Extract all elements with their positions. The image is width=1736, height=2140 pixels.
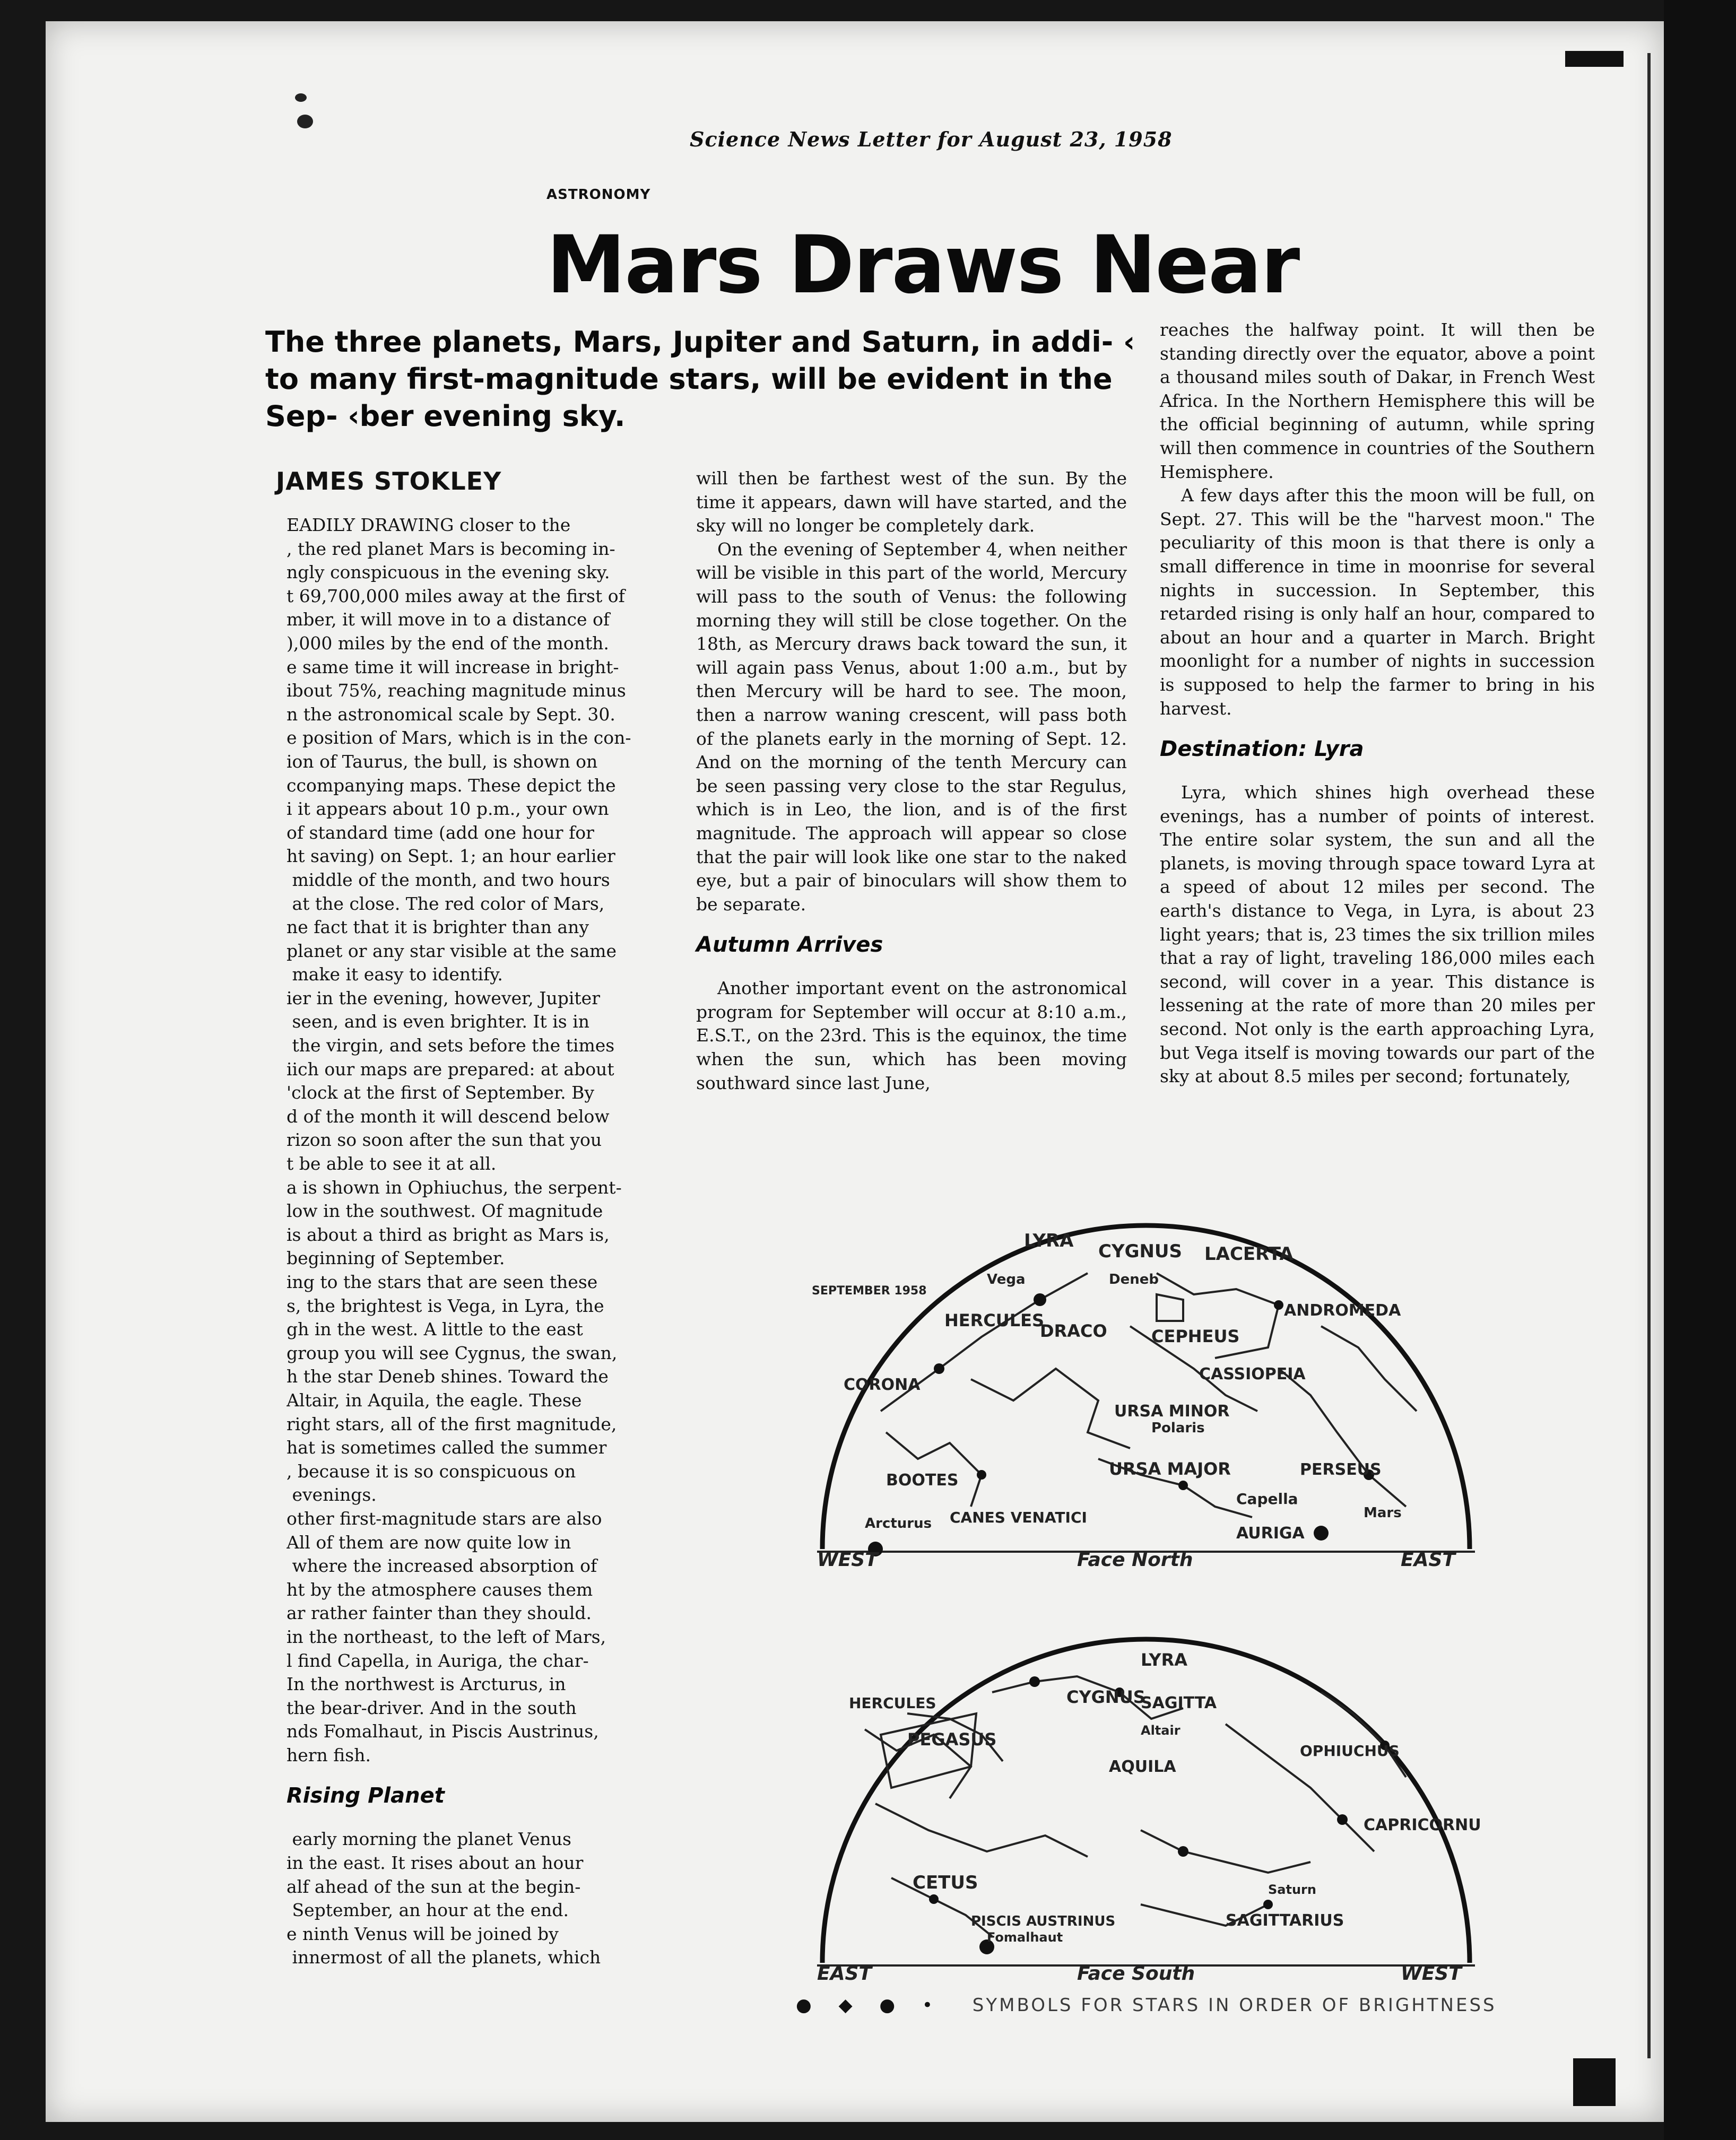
south-map-horizon-arc xyxy=(822,1639,1470,1963)
text-line: is about a third as bright as Mars is, xyxy=(287,1224,610,1245)
text-line: Altair, in Aquila, the eagle. These xyxy=(287,1389,582,1411)
text-line: where the increased absorption of xyxy=(287,1555,597,1577)
text-line: d of the month it will descend below xyxy=(287,1106,610,1127)
text-line: a is shown in Ophiuchus, the serpent- xyxy=(287,1177,622,1198)
subhead-destination-lyra: Destination: Lyra xyxy=(1160,737,1364,762)
constellation-label: CYGNUS xyxy=(1066,1687,1145,1707)
text-line: h the star Deneb shines. Toward the xyxy=(287,1366,609,1387)
text-line: , because it is so conspicuous on xyxy=(287,1460,576,1482)
text-line: t be able to see it at all. xyxy=(287,1153,497,1175)
text-line: other first-magnitude stars are also xyxy=(287,1508,602,1529)
star-label: Altair xyxy=(1141,1723,1181,1738)
constellation-label: SAGITTA xyxy=(1141,1694,1217,1712)
constellation-label: PERSEUS xyxy=(1300,1460,1382,1479)
text-line: the bear-driver. And in the south xyxy=(287,1697,577,1718)
text-line: low in the southwest. Of magnitude xyxy=(287,1201,603,1222)
text-line: ne fact that it is brighter than any xyxy=(287,917,589,938)
constellation-label: LYRA xyxy=(1141,1650,1187,1670)
star-label: Polaris xyxy=(1151,1420,1205,1436)
star-label: Saturn xyxy=(1268,1882,1316,1897)
constellation-label: URSA MAJOR xyxy=(1109,1459,1231,1479)
star-marker xyxy=(1029,1676,1040,1687)
text-line: In the northwest is Arcturus, in xyxy=(287,1674,566,1695)
byline: JAMES STOKLEY xyxy=(276,467,502,495)
text-line: s, the brightest is Vega, in Lyra, the xyxy=(287,1295,604,1316)
text-line: make it easy to identify. xyxy=(287,964,503,985)
section-label: ASTRONOMY xyxy=(546,187,651,203)
text-line: innermost of all the planets, which xyxy=(287,1947,601,1968)
corner-mark xyxy=(1565,51,1624,67)
map-date-label: SEPTEMBER 1958 xyxy=(812,1284,927,1298)
constellation-label: LACERTA xyxy=(1204,1243,1294,1265)
text-line: ar rather fainter than they should. xyxy=(287,1603,592,1624)
text-line: at the close. The red color of Mars, xyxy=(287,893,605,914)
text-line: ),000 miles by the end of the month. xyxy=(287,632,609,654)
constellation-label: CETUS xyxy=(913,1872,978,1893)
constellation-line xyxy=(886,1432,982,1507)
column-1-text xyxy=(287,514,666,1767)
text-line: evenings. xyxy=(287,1484,377,1506)
constellation-label: PEGASUS xyxy=(907,1729,997,1750)
star-label: Deneb xyxy=(1109,1272,1159,1288)
constellation-label: BOOTES xyxy=(886,1471,959,1490)
text-line: planet or any star visible at the same xyxy=(287,940,617,961)
text-line: hern fish. xyxy=(287,1744,371,1765)
subhead-autumn-arrives: Autumn Arrives xyxy=(696,933,883,958)
text-line: ing to the stars that are seen these xyxy=(287,1272,598,1292)
constellation-line xyxy=(1141,1830,1310,1873)
constellation-line xyxy=(1321,1326,1417,1411)
text-line: of standard time (add one hour for xyxy=(287,822,594,843)
north-star-map xyxy=(812,1210,1480,1581)
map-direction-east: EAST xyxy=(817,1963,872,1985)
text-line: early morning the planet Venus xyxy=(287,1829,571,1850)
text-line: seen, and is even brighter. It is in xyxy=(287,1011,590,1032)
constellation-label: ANDROMEDA xyxy=(1284,1301,1401,1320)
text-line: mber, it will move in to a distance of xyxy=(287,609,610,630)
star-label: Vega xyxy=(987,1272,1026,1288)
legend-star-symbols: ● ◆ ● • xyxy=(796,1995,943,2016)
constellation-line xyxy=(1279,1369,1406,1507)
constellation-line xyxy=(1321,1692,1406,1777)
text-line: ccompanying maps. These depict the xyxy=(287,775,616,796)
star-marker xyxy=(934,1363,944,1374)
star-marker xyxy=(1263,1900,1273,1909)
text-line: iich our maps are prepared: at about xyxy=(287,1058,614,1080)
article-deck: The three planets, Mars, Jupiter and Saturn, in addi- ‹ to many first-magnitude stars, will be evident in the Sep- ‹ber evening sky. xyxy=(265,325,1135,433)
map-facing-label: Face South xyxy=(1077,1963,1195,1985)
text-line: gh in the west. A little to the east xyxy=(287,1319,583,1340)
constellation-label: OPHIUCHUS xyxy=(1300,1742,1400,1760)
constellation-line xyxy=(971,1369,1130,1448)
text-line: rizon so soon after the sun that you xyxy=(287,1129,602,1151)
text-line: 'clock at the first of September. By xyxy=(287,1082,594,1103)
text-line: e same time it will increase in bright- xyxy=(287,656,619,677)
south-star-map xyxy=(812,1629,1480,1989)
paragraph: A few days after this the moon will be full, on Sept. 27. This will be the "harvest moon." The peculiarity of this moon is that there is only a small difference in time in moonrise for several nights in succession. In September, this retarded rising is only half an hour, compared to about an hour and a quarter in March. Bright moonlight for a number of nights in succession is supposed to help the farmer to bring in his harvest. xyxy=(1160,485,1595,719)
text-line: middle of the month, and two hours xyxy=(287,869,610,890)
south-map-svg xyxy=(812,1629,1480,1989)
constellation-label: CORONA xyxy=(844,1376,921,1394)
column-3 xyxy=(1160,318,1595,1089)
text-line: alf ahead of the sun at the begin- xyxy=(287,1876,581,1897)
star-marker xyxy=(1178,1481,1188,1490)
film-edge xyxy=(1664,0,1736,2140)
text-line: e ninth Venus will be joined by xyxy=(287,1923,559,1944)
text-line: beginning of September. xyxy=(287,1248,505,1269)
map-direction-west: WEST xyxy=(817,1549,878,1571)
north-map-svg xyxy=(812,1210,1480,1581)
text-line: hat is sometimes called the summer xyxy=(287,1437,607,1458)
corner-block xyxy=(1573,2058,1616,2106)
star-marker xyxy=(977,1470,986,1480)
constellation-shape xyxy=(1157,1294,1183,1321)
constellation-label: CYGNUS xyxy=(1098,1241,1183,1262)
text-line: n the astronomical scale by Sept. 30. xyxy=(287,703,615,725)
star-label: Mars xyxy=(1364,1505,1402,1521)
constellation-label: DRACO xyxy=(1040,1321,1107,1341)
paragraph: Lyra, which shines high overhead these evenings, has a number of points of interest. The entire solar system, the sun and all the planets, is moving through space toward Lyra at a speed of about 12 miles per second. The earth's distance to Vega, in Lyra, is about 23 light years; that is, 23 times the six trillion miles that a ray of light, traveling 186,000 miles each second, will cover in a year. This distance is lessening at the rate of more than 20 miles per second. Not only is the earth approaching Lyra, but Vega itself is moving towards our part of the sky at about 8.5 miles per second; fortunately, xyxy=(1160,782,1595,1087)
text-line: , the red planet Mars is becoming in- xyxy=(287,538,615,559)
text-line: l find Capella, in Auriga, the char- xyxy=(287,1650,589,1671)
text-line: e position of Mars, which is in the con- xyxy=(287,727,631,749)
paragraph: reaches the halfway point. It will then be standing directly over the equator, above a point a thousand miles south of Dakar, in French West Africa. In the Northern Hemisphere this will be the official beginning of autumn, while spring will then commence in countries of the Southern Hemisphere. xyxy=(1160,319,1595,482)
text-line: nds Fomalhaut, in Piscis Austrinus, xyxy=(287,1721,599,1742)
text-line: i it appears about 10 p.m., your own xyxy=(287,798,609,820)
star-label: Fomalhaut xyxy=(987,1930,1063,1945)
star-label: Arcturus xyxy=(865,1516,932,1532)
constellation-label: HERCULES xyxy=(849,1694,936,1712)
legend-text: SYMBOLS FOR STARS IN ORDER OF BRIGHTNESS xyxy=(972,1995,1497,2016)
text-line: ibout 75%, reaching magnitude minus xyxy=(287,680,626,701)
paragraph: Another important event on the astronomical program for September will occur at 8:10 a.m., E.S.T., on the 23rd. This is the equinox, the time when the sun, which has been moving southward since last June, xyxy=(696,978,1127,1093)
star-marker xyxy=(1034,1293,1046,1306)
running-head: Science News Letter for August 23, 1958 xyxy=(690,127,1173,151)
constellation-label: CAPRICORNUS xyxy=(1364,1816,1480,1834)
text-line: right stars, all of the first magnitude, xyxy=(287,1413,617,1434)
column-1-text-continued xyxy=(287,1828,666,1970)
paragraph: will then be farthest west of the sun. By the time it appears, dawn will have started, and the sky will no longer be completely dark. xyxy=(696,468,1127,536)
star-marker xyxy=(1337,1814,1348,1825)
map-direction-west: WEST xyxy=(1401,1963,1462,1985)
constellation-label: LYRA xyxy=(1024,1230,1074,1251)
column-2 xyxy=(696,467,1127,1095)
paragraph: On the evening of September 4, when neither will be visible in this part of the world, Mercury will pass to the south of Venus: the following morning they will still be close together. On the 18th, as Mercury draws back toward the sun, it will again pass Venus, about 1:00 a.m., but by then Mercury will be hard to see. The moon, then a narrow waning crescent, will pass both of the planets early in the morning of Sept. 12. And on the morning of the tenth Mercury can be seen passing very close to the star Regulus, which is in Leo, the lion, and is of the first magnitude. The approach will appear so close that the pair will look like one star to the naked eye, but a pair of binoculars will show them to be separate. xyxy=(696,538,1127,915)
star-label: Capella xyxy=(1236,1490,1298,1508)
column-1 xyxy=(287,514,666,1970)
subhead-rising-planet: Rising Planet xyxy=(287,1784,445,1808)
map-direction-east: EAST xyxy=(1401,1549,1455,1571)
ink-speck xyxy=(295,93,307,102)
text-line: in the northeast, to the left of Mars, xyxy=(287,1626,606,1647)
map-facing-label: Face North xyxy=(1077,1549,1193,1571)
constellation-label: AURIGA xyxy=(1236,1524,1305,1543)
constellation-label: PISCIS AUSTRINUS xyxy=(971,1913,1116,1929)
text-line: the virgin, and sets before the times xyxy=(287,1035,615,1056)
ink-speck xyxy=(297,115,313,128)
star-marker xyxy=(1314,1526,1329,1541)
text-line: ht by the atmosphere causes them xyxy=(287,1579,593,1600)
constellation-label: URSA MINOR xyxy=(1114,1402,1230,1421)
constellation-label: AQUILA xyxy=(1109,1758,1176,1776)
text-line: ht saving) on Sept. 1; an hour earlier xyxy=(287,846,615,867)
constellation-label: SAGITTARIUS xyxy=(1226,1911,1344,1930)
constellation-label: HERCULES xyxy=(944,1310,1045,1330)
constellation-line xyxy=(875,1804,1088,1857)
text-line: in the east. It rises about an hour xyxy=(287,1852,584,1874)
text-line: ier in the evening, however, Jupiter xyxy=(287,987,600,1008)
text-line: All of them are now quite low in xyxy=(287,1532,571,1553)
page-edge-line xyxy=(1647,53,1651,2058)
text-line: group you will see Cygnus, the swan, xyxy=(287,1342,618,1363)
text-line: ngly conspicuous in the evening sky. xyxy=(287,562,610,583)
article-title: Mars Draws Near xyxy=(546,219,1299,311)
text-line: ion of Taurus, the bull, is shown on xyxy=(287,751,598,772)
star-symbol-legend xyxy=(796,1995,1497,2016)
text-line: September, an hour at the end. xyxy=(287,1900,569,1921)
constellation-label: CANES VENATICI xyxy=(950,1509,1087,1526)
constellation-label: CASSIOPEIA xyxy=(1199,1365,1306,1384)
constellation-label: CEPHEUS xyxy=(1151,1326,1240,1346)
text-line: t 69,700,000 miles away at the first of xyxy=(287,585,625,606)
star-marker xyxy=(1274,1300,1283,1310)
star-marker xyxy=(929,1894,939,1904)
text-line: EADILY DRAWING closer to the xyxy=(287,515,571,535)
star-marker xyxy=(1178,1846,1188,1857)
